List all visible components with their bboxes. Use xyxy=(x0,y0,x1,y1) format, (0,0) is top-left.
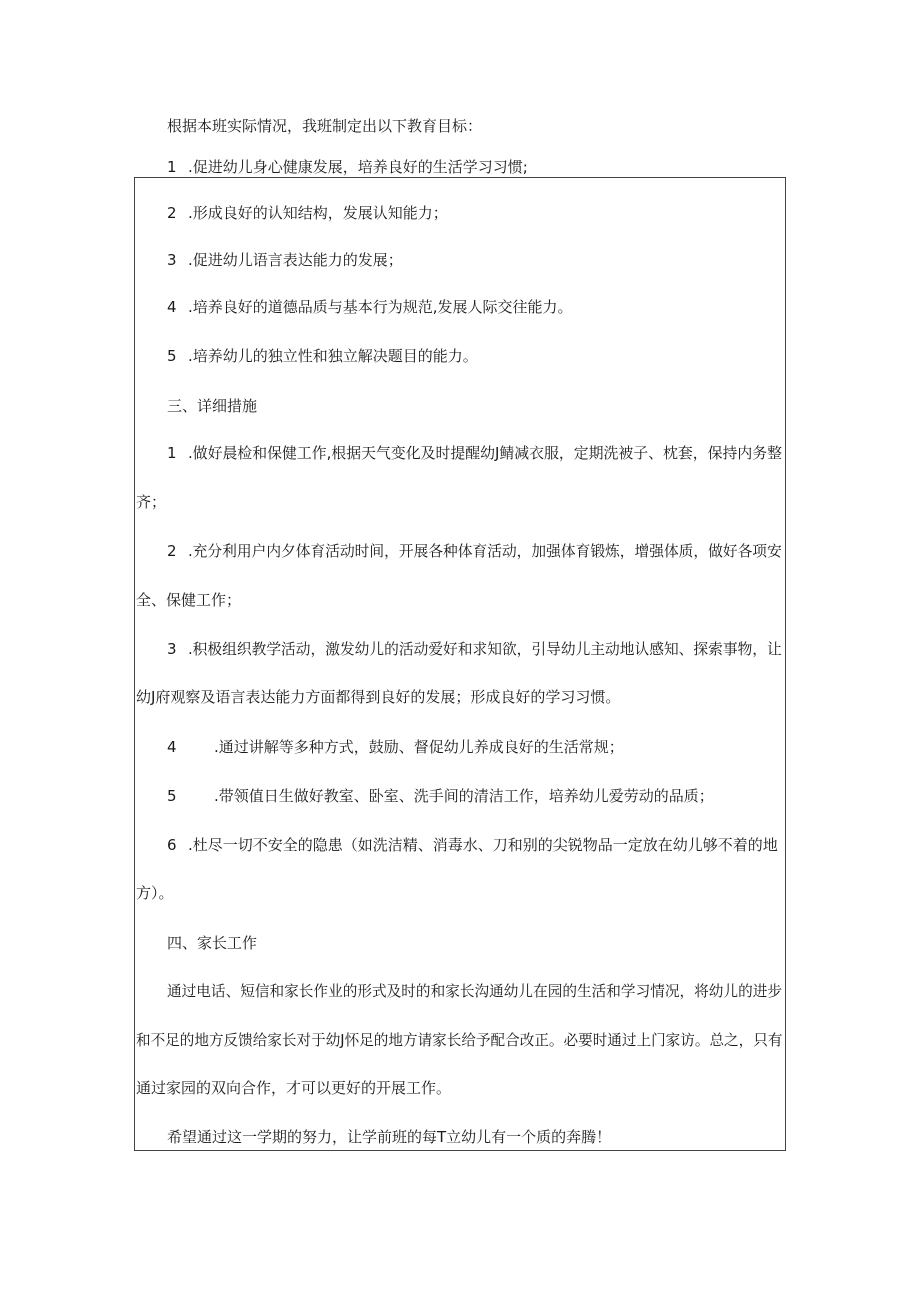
measure-text: .杜尽一切不安全的隐患（如洗洁精、消毒水、刀和别的尖锐物品一定放在幼儿够不着的地 xyxy=(188,836,778,854)
content-frame xyxy=(134,177,786,1151)
measure-text-continued: 方）。 xyxy=(136,884,174,902)
measure-text-continued: 幼J府观察及语言表达能力方面都得到良好的发展；形成良好的学习习惯。 xyxy=(136,688,621,706)
goal-text: .培养良好的道德品质与基本行为规范,发展人际交往能力。 xyxy=(188,298,573,316)
measure-text: .带领值日生做好教室、卧室、洗手间的清洁工作，培养幼儿爱劳动的品质； xyxy=(214,787,714,805)
measure-text-continued: 齐； xyxy=(136,493,167,511)
goal-number: 4 xyxy=(167,298,177,316)
measure-text: .做好晨检和保健工作,根据天气变化及时提醒幼J鲭减衣服，定期洗被子、枕套，保持内务整 xyxy=(188,444,782,462)
measure-text-continued: 全、保健工作； xyxy=(136,591,242,609)
goal-text: .形成良好的认知结构，发展认知能力； xyxy=(188,204,448,222)
goal-text: .促进幼儿身心健康发展，培养良好的生活学习习惯; xyxy=(188,158,528,176)
measure-text: .通过讲解等多种方式，鼓励、督促幼儿养成良好的生活常规； xyxy=(214,738,624,756)
goal-text: .促进幼儿语言表达能力的发展； xyxy=(188,251,403,269)
section-heading: 三、详细措施 xyxy=(167,397,258,415)
parent-paragraph-line: 通过家园的双向合作，才可以更好的开展工作。 xyxy=(136,1079,452,1097)
measure-number: 2 xyxy=(167,542,177,560)
goal-number: 5 xyxy=(167,347,177,365)
measure-number: 5 xyxy=(167,787,177,805)
intro-text: 根据本班实际情况，我班制定出以下教育目标： xyxy=(167,117,483,135)
goal-number: 2 xyxy=(167,204,177,222)
goal-number: 1 xyxy=(167,158,177,176)
measure-number: 4 xyxy=(167,738,177,756)
goal-text: .培养幼儿的独立性和独立解决题目的能力。 xyxy=(188,347,478,365)
measure-number: 1 xyxy=(167,444,177,462)
parent-paragraph-line: 和不足的地方反馈给家长对于幼J怀足的地方请家长给予配合改正。必要时通过上门家访。总之，只有 xyxy=(136,1031,783,1049)
goal-number: 3 xyxy=(167,251,177,269)
closing-text: 希望通过这一学期的努力，让学前班的每T立幼儿有一个质的奔腾！ xyxy=(167,1128,612,1146)
measure-number: 6 xyxy=(167,836,177,854)
section-heading: 四、家长工作 xyxy=(167,934,258,952)
parent-paragraph-line: 通过电话、短信和家长作业的形式及时的和家长沟通幼儿在园的生活和学习情况，将幼儿的进步 xyxy=(167,982,783,1000)
measure-number: 3 xyxy=(167,640,177,658)
measure-text: .积极组织教学活动，激发幼儿的活动爱好和求知欲，引导幼儿主动地认感知、探索事物，让 xyxy=(188,640,782,658)
measure-text: .充分利用户内夕体育活动时间，开展各种体育活动，加强体育锻炼，增强体质，做好各项安 xyxy=(188,542,782,560)
